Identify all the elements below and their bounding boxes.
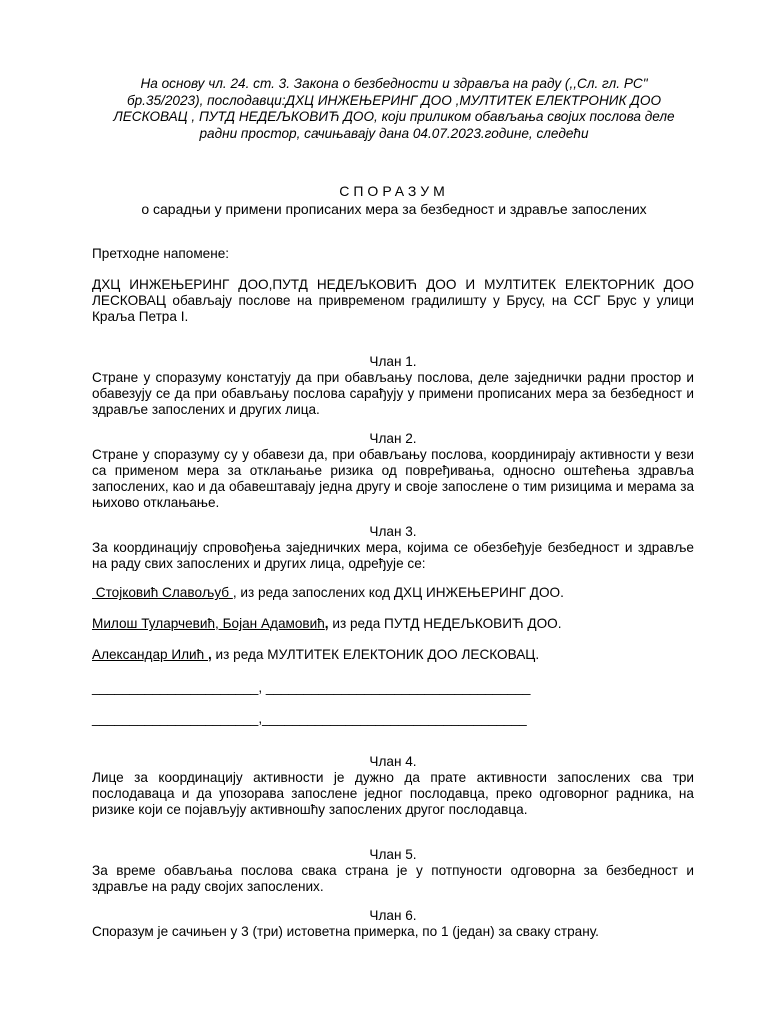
blank-signature-line: ______________________,___________________________________ [92, 711, 527, 726]
coordinator-affiliation: , из реда запослених код ДХЦ ИНЖЕЊЕРИНГ ДОО. [232, 585, 564, 600]
article-5-text: За време обављања послова свака страна је у потпуности одговорна за безбедност и здравље на раду својих запослених. [92, 863, 694, 894]
coordinator-names: Александар Илић [92, 647, 208, 662]
article-6-text: Споразум је сачињен у 3 (три) истоветна примерка, по 1 (један) за сваку страну. [92, 924, 599, 939]
coordinator-names: Милош Туларчевић, Бојан Адамовић [92, 616, 325, 631]
article-4-text: Лице за координацију активности је дужно да прате активности запослених сва три послодаваца и да упозорава запослене једног послодавца, преко одговорног радника, на ризике који се појављују активношћу запослених другог послодавца. [92, 770, 694, 817]
article-3-text: За координацију спровођења заједничких мера, којима се обезбеђује безбедност и здравље на раду свих запослених и других лица, одређује се: [92, 540, 694, 571]
coordinator-comma: , [324, 616, 329, 631]
blank-signature-line: ______________________, ___________________________________ [92, 680, 531, 695]
coordinator-affiliation: из реда ПУТД НЕДЕЉКОВИЋ ДОО. [328, 616, 562, 631]
article-2-heading: Члан 2. [369, 431, 417, 446]
article-4-heading: Члан 4. [369, 754, 417, 769]
coordinator-line [92, 585, 564, 601]
article-3-heading: Члан 3. [369, 524, 417, 539]
coordinator-line [92, 616, 562, 632]
preamble-line: радни простор, сачињавају дана 04.07.2023.године, следећи [199, 125, 589, 141]
coordinator-affiliation: из реда МУЛТИТЕК ЕЛЕКТОНИК ДОО ЛЕСКОВАЦ. [211, 647, 540, 662]
preamble-line: ЛЕСКОВАЦ , ПУТД НЕДЕЉКОВИЋ ДОО, који приликом обављања својих послова деле [113, 109, 675, 124]
article-6-heading: Члан 6. [369, 908, 417, 923]
document-title: СПОРАЗУМ [339, 183, 449, 199]
article-1-text: Стране у споразуму констатују да при обављању послова, деле заједнички радни простор и обавезују се да при обављању послова сарађују у примени прописаних мера за безбедност и здравље запослених и других лица. [92, 370, 694, 417]
preamble-line: На основу чл. 24. ст. 3. Закона о безбедности и здравља на раду (,,Сл. гл. РС" [140, 76, 648, 91]
coordinator-names: Стојковић Славољуб [92, 585, 233, 600]
preamble [92, 76, 696, 142]
coordinator-comma: , [208, 647, 212, 662]
article-5-heading: Члан 5. [369, 847, 417, 862]
preamble-line: бр.35/2023), послодавци:ДХЦ ИНЖЕЊЕРИНГ ДОО ,МУЛТИТЕК ЕЛЕКТРОНИК ДОО [126, 92, 662, 108]
coordinator-line [92, 647, 539, 663]
preliminary-text: ДХЦ ИНЖЕЊЕРИНГ ДОО,ПУТД НЕДЕЉКОВИЋ ДОО И МУЛТИТЕК ЕЛЕКТОРНИК ДОО ЛЕСКОВАЦ обављају послове на привременом градилишту у Брусу, на ССГ Брус у улици Краља Петра I. [92, 277, 694, 324]
article-2-text: Стране у споразуму су у обавези да, при обављању послова, координирају активности у вези са применом мера за отклањање ризика од повређивања, односно оштећења здравља запослених, као и да обавештавају једна другу и своје запослене о тим ризицима и мерама за њихово отклањање. [92, 447, 694, 510]
document-subtitle: о сарадњи у примени прописаних мера за безбедност и здравље запослених [141, 201, 647, 217]
preliminary-heading: Претходне напомене: [92, 246, 230, 261]
article-1-heading: Члан 1. [369, 354, 417, 369]
